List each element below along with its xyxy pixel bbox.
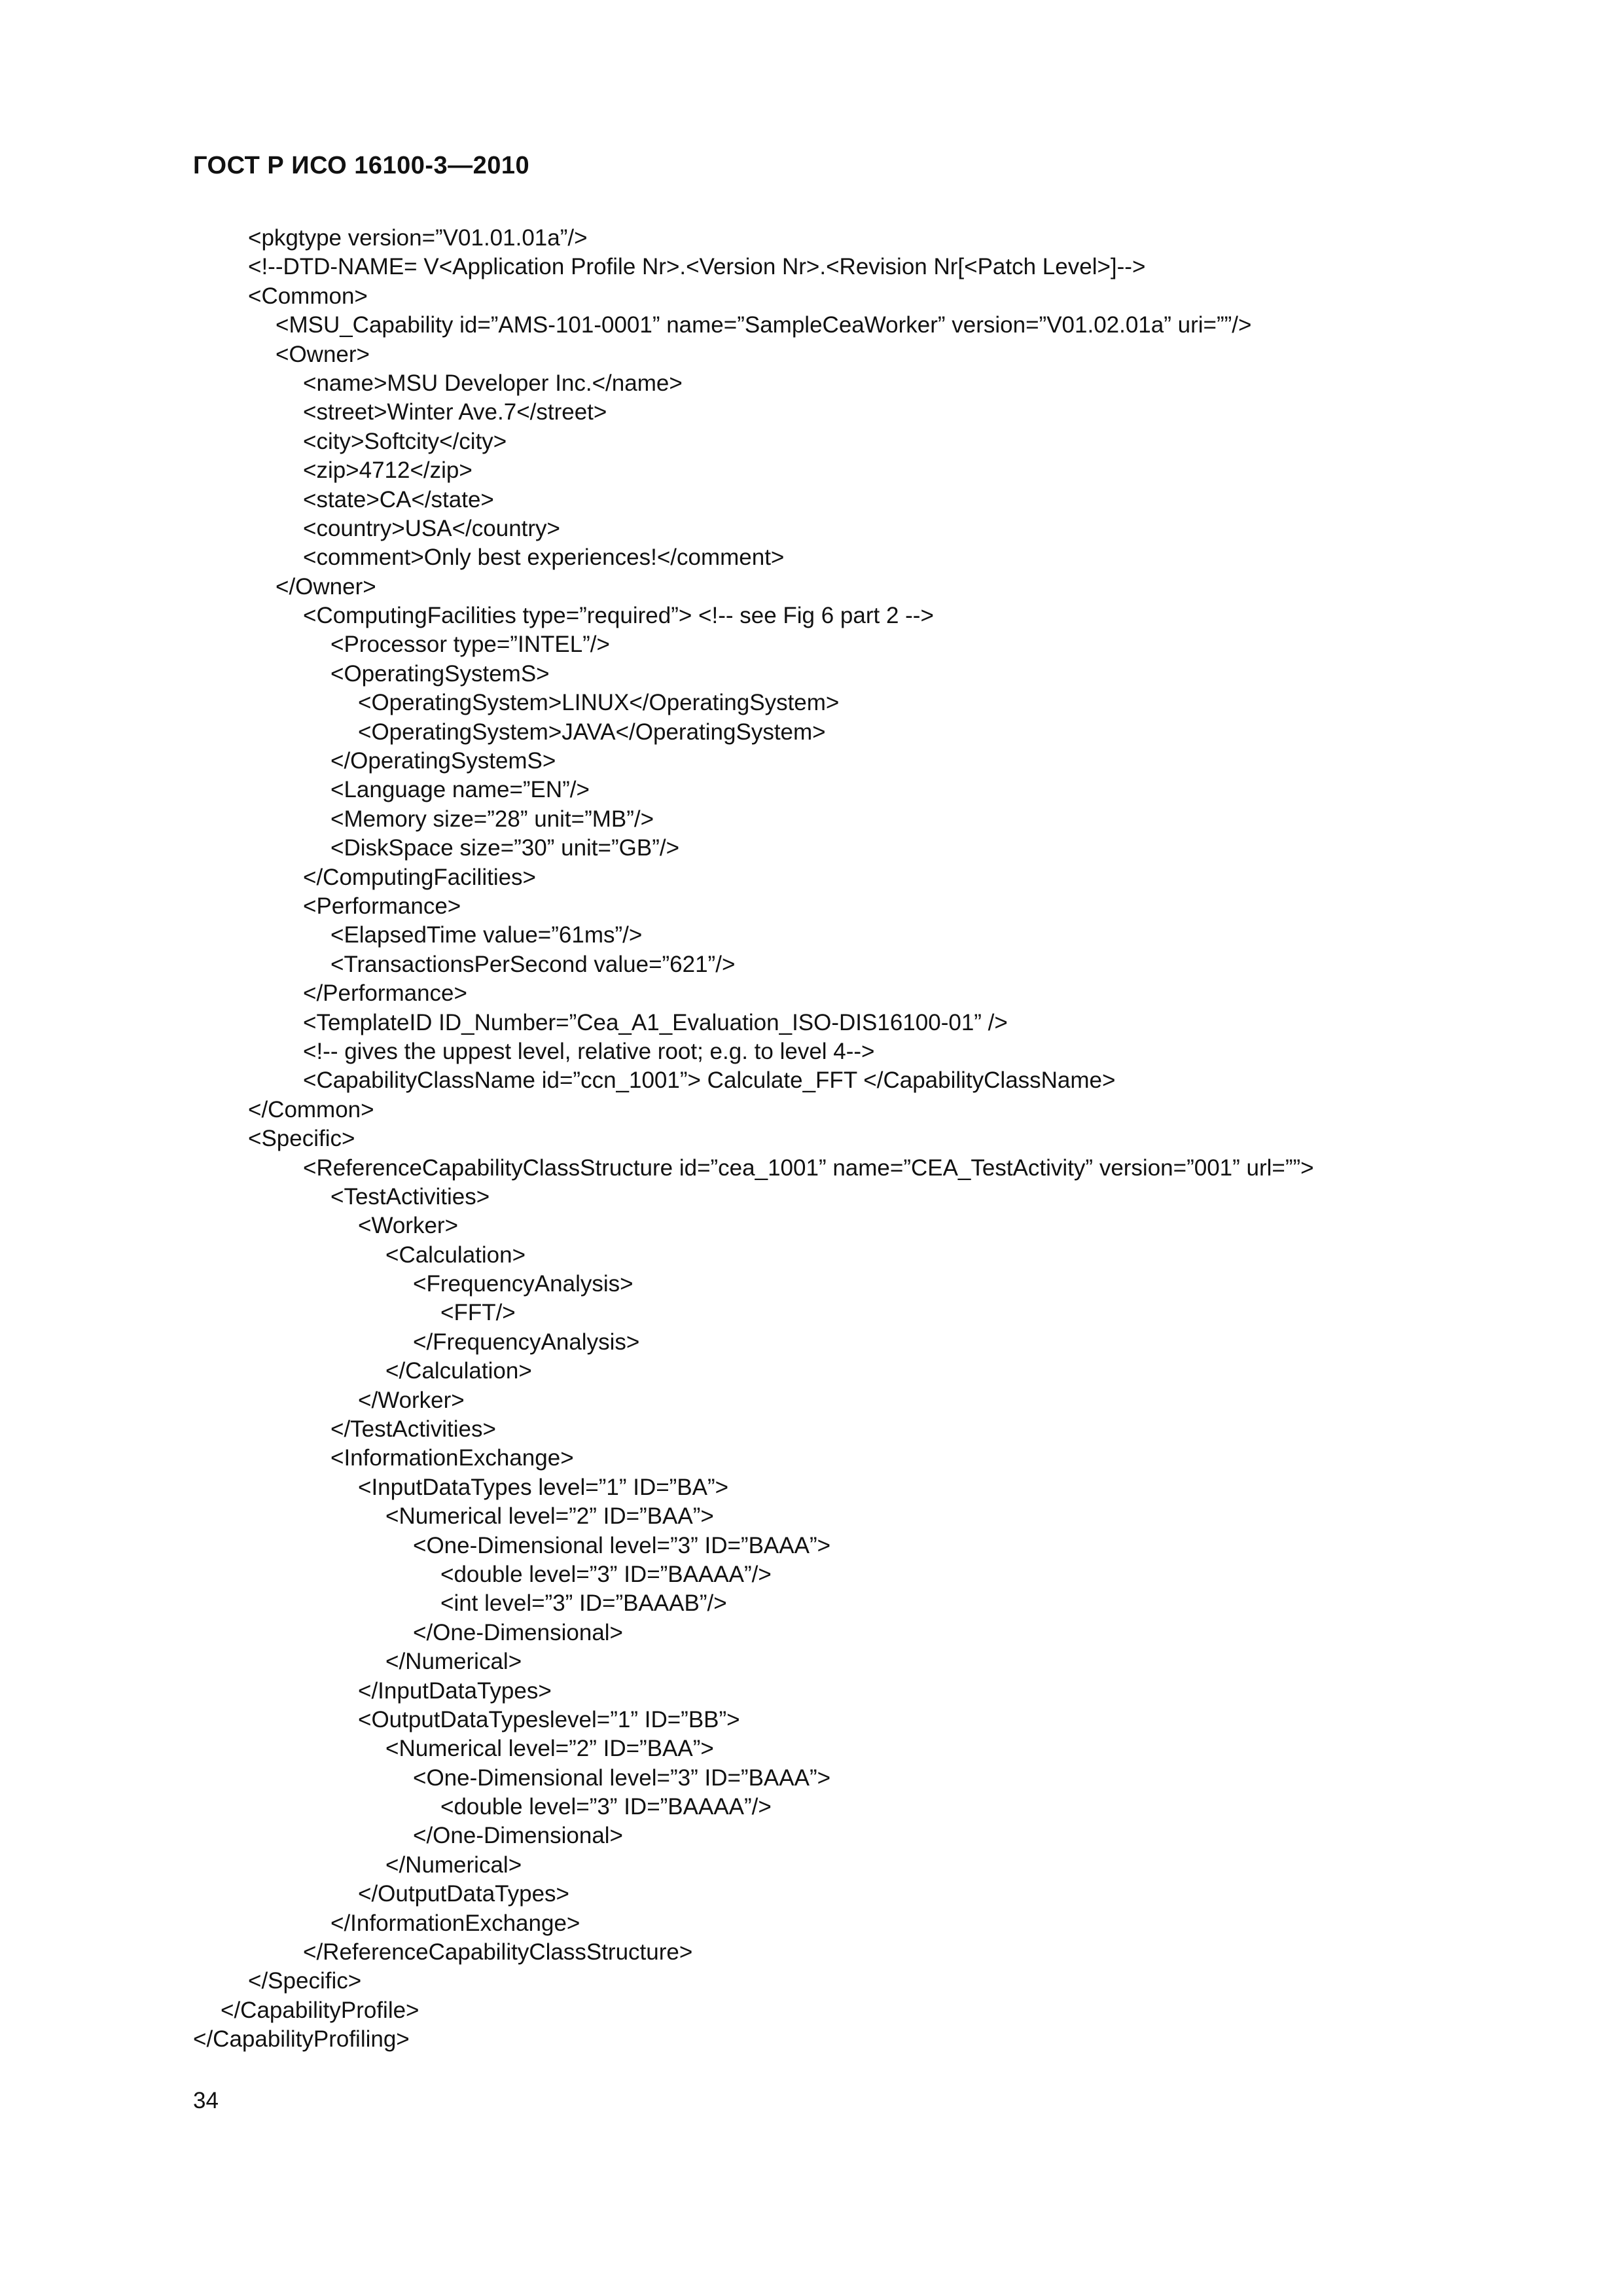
code-line: </Worker> [358,1387,465,1413]
code-line: <Specific> [248,1126,355,1152]
code-line: <OperatingSystemS> [330,660,550,687]
code-line: <Numerical level=”2” ID=”BAA”> [385,1503,714,1530]
code-line: <city>Softcity</city> [303,428,507,454]
code-line: </FrequencyAnalysis> [413,1329,640,1355]
code-line: </Numerical> [385,1649,522,1675]
code-line: <Common> [248,283,368,309]
code-line: <country>USA</country> [303,515,560,541]
code-line: <TestActivities> [330,1183,490,1210]
code-line: </Specific> [248,1968,362,1994]
code-line: <double level=”3” ID=”BAAAA”/> [440,1561,772,1587]
code-line: <state>CA</state> [303,486,494,512]
code-line: <InputDataTypes level=”1” ID=”BA”> [358,1474,729,1500]
code-line: <!--DTD-NAME= V<Application Profile Nr>.<Version Nr>.<Revision Nr[<Patch Level>]--> [248,254,1146,280]
code-line: </CapabilityProfiling> [193,2026,410,2053]
document-header: ГОСТ Р ИСО 16100-3—2010 [193,152,530,179]
code-line: </Calculation> [385,1358,532,1384]
code-line: <Numerical level=”2” ID=”BAA”> [385,1736,714,1762]
code-line: <Memory size=”28” unit=”MB”/> [330,806,654,832]
code-line: <name>MSU Developer Inc.</name> [303,370,683,396]
code-line: </InformationExchange> [330,1910,580,1936]
code-line: </Common> [248,1096,374,1122]
code-line: <TransactionsPerSecond value=”621”/> [330,951,736,977]
code-line: <Language name=”EN”/> [330,777,590,803]
code-line: <zip>4712</zip> [303,457,473,484]
code-line: <street>Winter Ave.7</street> [303,399,607,425]
code-line: </One-Dimensional> [413,1823,623,1849]
code-line: <OperatingSystem>JAVA</OperatingSystem> [358,719,826,745]
code-line: </Owner> [276,573,376,600]
code-line: </Numerical> [385,1852,522,1878]
code-line: <DiskSpace size=”30” unit=”GB”/> [330,835,680,861]
code-line: <One-Dimensional level=”3” ID=”BAAA”> [413,1532,831,1558]
code-line: <TemplateID ID_Number=”Cea_A1_Evaluation_ISO-DIS16100-01” /> [303,1009,1008,1035]
code-line: <!-- gives the uppest level, relative root; e.g. to level 4--> [303,1038,875,1064]
code-line: <Processor type=”INTEL”/> [330,632,610,658]
code-line: <CapabilityClassName id=”ccn_1001”> Calculate_FFT </CapabilityClassName> [303,1067,1116,1094]
code-line: </OutputDataTypes> [358,1881,569,1907]
code-line: <FrequencyAnalysis> [413,1271,633,1297]
code-line: </ReferenceCapabilityClassStructure> [303,1939,693,1965]
code-line: <Performance> [303,893,461,919]
code-line: </CapabilityProfile> [221,1997,419,2023]
code-line: <ElapsedTime value=”61ms”/> [330,922,643,948]
code-line: <OperatingSystem>LINUX</OperatingSystem> [358,690,840,716]
code-line: </ComputingFacilities> [303,864,536,890]
code-line: <InformationExchange> [330,1445,574,1471]
code-line: <int level=”3” ID=”BAAAB”/> [440,1590,727,1617]
code-line: <ReferenceCapabilityClassStructure id=”cea_1001” name=”CEA_TestActivity” version=”001” url=””> [303,1155,1314,1181]
xml-code-listing [0,224,1623,2054]
code-line: </OperatingSystemS> [330,748,556,774]
code-line: <comment>Only best experiences!</comment> [303,545,785,571]
code-line: <Calculation> [385,1242,526,1268]
code-line: <FFT/> [440,1300,516,1326]
code-line: <Worker> [358,1213,459,1239]
code-line: <double level=”3” ID=”BAAAA”/> [440,1794,772,1820]
code-line: <pkgtype version=”V01.01.01a”/> [248,225,588,251]
code-line: </InputDataTypes> [358,1677,552,1704]
code-line: <Owner> [276,341,370,367]
code-line: <ComputingFacilities type=”required”> <!-- see Fig 6 part 2 --> [303,603,934,629]
code-line: </TestActivities> [330,1416,496,1443]
code-line: <MSU_Capability id=”AMS-101-0001” name=”SampleCeaWorker” version=”V01.02.01a” uri=””/> [276,312,1252,338]
code-line: <OutputDataTypeslevel=”1” ID=”BB”> [358,1706,740,1732]
code-line: <One-Dimensional level=”3” ID=”BAAA”> [413,1765,831,1791]
page-number: 34 [193,2088,219,2113]
code-line: </Performance> [303,980,467,1007]
code-line: </One-Dimensional> [413,1619,623,1645]
